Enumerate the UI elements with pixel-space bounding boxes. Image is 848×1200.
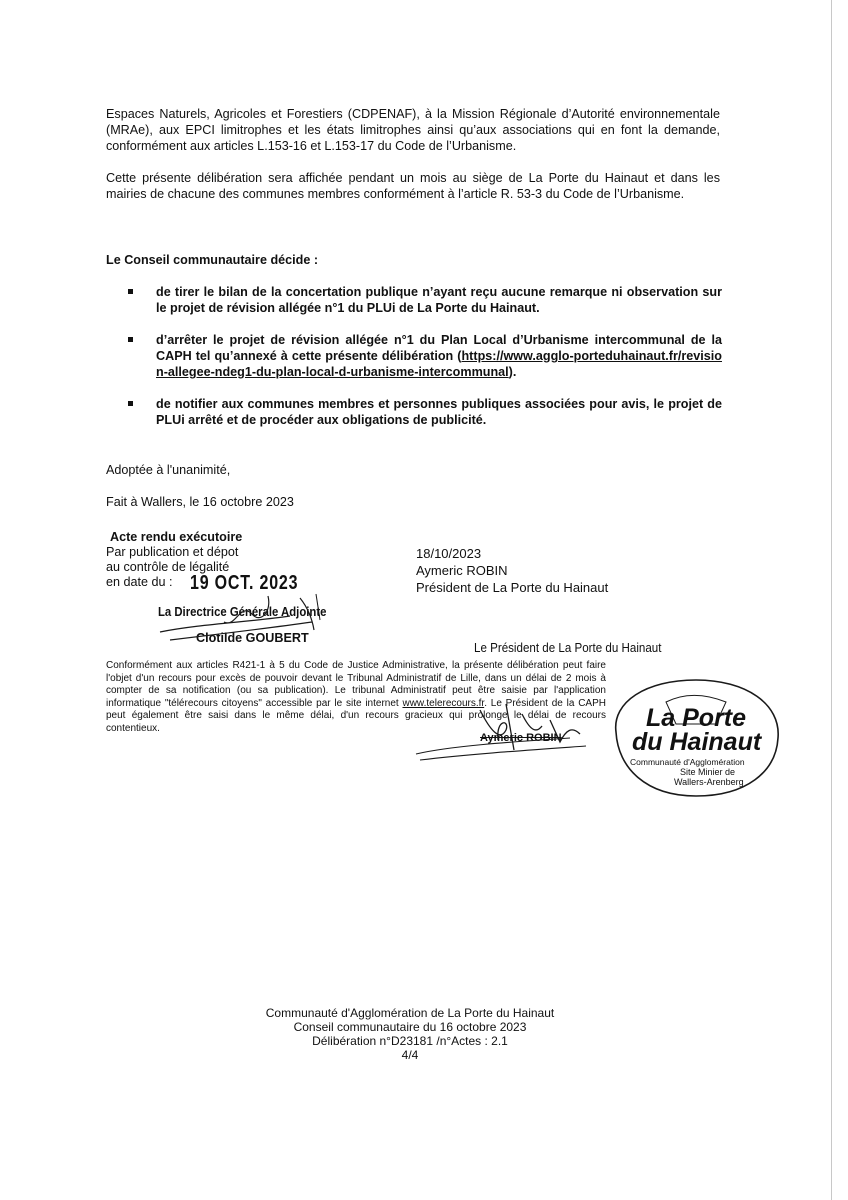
footer-page-number: 4/4 [401, 1048, 419, 1062]
seal-line-4: Site Minier de [680, 767, 736, 777]
date-stamp: 19 OCT. 2023 [190, 572, 299, 594]
decision-heading: Le Conseil communautaire décide : [106, 253, 319, 267]
executory-title: Acte rendu exécutoire [110, 530, 243, 544]
list-item [106, 284, 722, 316]
footer-line-1: Communauté d'Agglomération de La Porte du Hainaut [265, 1006, 555, 1020]
seal-line-3: Communauté d'Agglomération [630, 757, 745, 767]
executory-line-2: au contrôle de légalité [106, 560, 230, 574]
footer-line-2: Conseil communautaire du 16 octobre 2023 [293, 1020, 527, 1034]
legal-notice-text: Conformément aux articles R421-1 à 5 du Code de Justice Administrative, la présente délibération peut faire l'objet d'un recours pour excès de pouvoir devant le Tribunal Administratif de Lille, dans un délai de 2 mois à compter de sa notification (ou sa publication). Le tribunal Administratif peut être saisie par l'application informatique "télérecours citoyens" accessible par le site internet [106, 660, 606, 709]
legal-notice [106, 660, 606, 735]
revision-link[interactable]: https://www.agglo-porteduhainaut.fr/revision-allegee-ndeg1-du-plan-local-d-urbanisme-intercommunal [156, 349, 722, 379]
president-date: 18/10/2023 [416, 546, 482, 561]
page-edge-line [831, 0, 832, 1200]
seal-line-5: Wallers-Arenberg [674, 777, 744, 787]
executory-line-3: en date du : [106, 575, 173, 589]
bullet-square-icon [128, 289, 133, 294]
footer-line-3: Délibération n°D23181 /n°Actes : 2.1 [312, 1034, 508, 1048]
bullet-square-icon [128, 401, 133, 406]
bullet-square-icon [128, 337, 133, 342]
president-title: Président de La Porte du Hainaut [416, 580, 609, 595]
executory-line-1: Par publication et dépot [106, 545, 239, 559]
list-item [106, 396, 722, 428]
legal-notice-text-end: . Le Président de la CAPH peut également être saisi dans le même délai, d'un recours gracieux qui prolonge le délai de recours contentieux. [106, 697, 606, 734]
adopted-text: Adoptée à l'unanimité, [106, 463, 231, 477]
decision-list [106, 284, 722, 444]
president-name: Aymeric ROBIN [416, 563, 508, 578]
director-name: Clotilde GOUBERT [196, 631, 309, 645]
list-item [106, 332, 722, 380]
decision-item-text: de tirer le bilan de la concertation publique n’ayant reçu aucune remarque ni observation sur le projet de révision allégée n°1 du PLUi de La Porte du Hainaut. [156, 285, 722, 315]
signed-place-date: Fait à Wallers, le 16 octobre 2023 [106, 495, 294, 509]
president-signature-name: Aymeric ROBIN [480, 732, 562, 744]
intro-paragraph-2: Cette présente délibération sera affichée pendant un mois au siège de La Porte du Hainaut et dans les mairies de chacune des communes membres conformément à l’article R. 53-3 du Code de l’Urbanisme. [106, 171, 720, 201]
seal-line-2: du Hainaut [632, 728, 762, 756]
seal-line-1: La Porte [646, 704, 747, 732]
decision-item-text: de notifier aux communes membres et personnes publiques associées pour avis, le projet de PLUi arrêté et de procéder aux obligations de publicité. [156, 397, 722, 427]
intro-paragraph-1: Espaces Naturels, Agricoles et Forestiers (CDPENAF), à la Mission Régionale d’Autorité environnementale (MRAe), aux EPCI limitrophes et les états limitrophes ainsi qu’aux associations qui en font la demande, conformément aux articles L.153-16 et L.153-17 du Code de l’Urbanisme. [106, 107, 720, 153]
decision-item-text: d’arrêter le projet de révision allégée n°1 du Plan Local d’Urbanisme intercommunal de la CAPH tel qu’annexé à cette présente délibération ( [156, 333, 722, 363]
decision-item-after: ). [508, 365, 517, 379]
signature-title: Le Président de La Porte du Hainaut [474, 641, 662, 655]
director-role: La Directrice Générale Adjointe [158, 605, 327, 619]
telerecours-link[interactable]: www.telerecours.fr [402, 697, 485, 709]
